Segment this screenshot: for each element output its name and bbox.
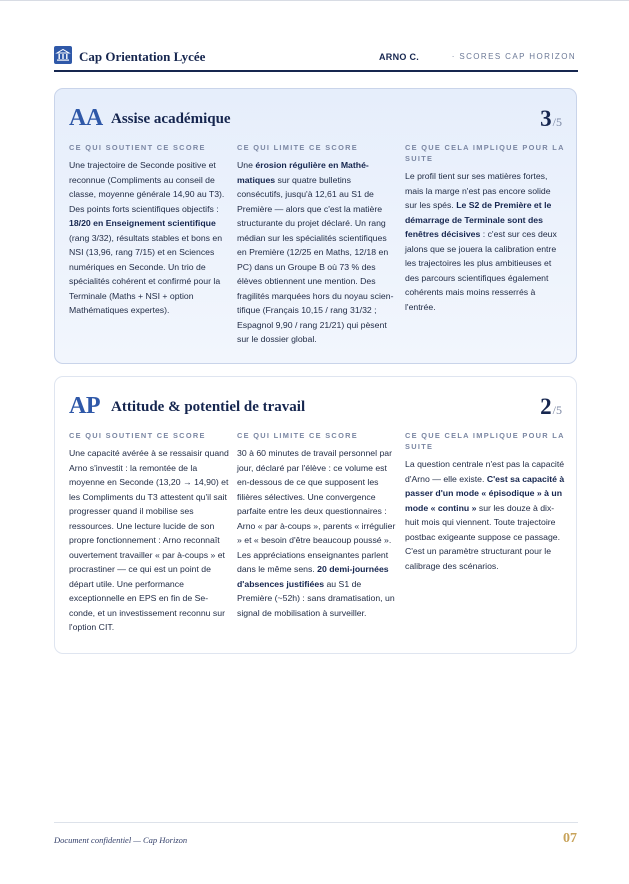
column-text: Une capacité avérée à se ressaisir quand Arno s'investit : la remontée de la moyenne en Seconde (13,20 → 14,90) et les Compliments du T3 attestent qu'il sait progresser quand il mobilise ses ressources. Une lecture lucide de son propre fonctionnement : Arno reconnaît ouvertement travailler « par à-coups » et procrastiner — ce qui est un point de départ utile. Une performance exceptionnelle en EPS en fin de Seconde, et un investissement reconnu sur l'option CIT. — [69, 448, 229, 632]
column-text: Le profil tient sur ses matières fortes, mais la marge n'est pas encore solide sur les spés. Le S2 de Première et le démarrage de Terminale sont des fenêtres décisives : c'est sur ces deux jalons que se jouera la calibration entre les trajectoires les plus ambitieuses et des parcours scientifiques également cohérents mais moins resserrés à l'entrée. — [405, 171, 557, 312]
score-value: 3 — [540, 106, 552, 131]
column-text: La question centrale n'est pas la capacité d'Arno — elle existe. C'est sa capacité à passer d'un mode « épisodique » à un mode « continu » sur les douze à dix-huit mois qui viennent. Toute trajectoire postbac exigeante suppose ce passage. C'est un paramètre structurant pour le calibrage des scénarios. — [405, 459, 565, 571]
column-heading: CE QUI LIMITE CE SCORE — [237, 431, 358, 440]
card-columns — [69, 142, 564, 354]
header-divider — [54, 70, 578, 72]
card-code: AP — [69, 393, 100, 419]
card-code: AA — [69, 105, 103, 131]
column-implications — [405, 430, 565, 573]
score-card-attitude — [54, 376, 577, 654]
card-columns — [69, 430, 564, 642]
column-implications — [405, 142, 565, 314]
column-heading: CE QUE CELA IMPLIQUE POUR LA SUITE — [405, 143, 565, 163]
top-border — [0, 0, 629, 1]
column-text: 30 à 60 minutes de travail personnel par jour, déclaré par l'élève : ce volume est en-dessous de ce que supposent les filières sélectives. Une convergence parfaite entre les deux questionnaires : Arno « par à-coups », parents « irrégulier » et « besoin d'être beaucoup poussé ». Les appréciations enseignantes parlent dans le même sens. 20 demi-journées d'absences justifiées au S1 de Première (~52h) : sans dramatisation, un signal de mobilisation à surveiller. — [237, 448, 396, 618]
column-supports — [69, 142, 229, 318]
card-title: Assise académique — [111, 111, 231, 127]
score-max: /5 — [552, 403, 562, 417]
score-max: /5 — [552, 115, 562, 129]
student-name: ARNO C. — [379, 52, 420, 62]
column-limits — [237, 430, 397, 620]
column-text: Une trajectoire de Seconde positive et reconnue (Compliments au conseil de classe, moyenne générale 14,90 au T3). Des points forts scientifiques objectifs : 18/20 en Enseignement scientifique (rang 3/32), résultats stables et bons en NSI (13,96, rang 7/15) et en Sciences numériques en Seconde. Un trio de spécialités cohérent et confirmé pour la Terminale (Maths + NSI + option Mathématiques expertes). — [69, 160, 225, 315]
card-score — [540, 394, 562, 420]
column-heading: CE QUE CELA IMPLIQUE POUR LA SUITE — [405, 431, 565, 451]
academic-building-icon — [54, 46, 72, 64]
column-heading: CE QUI LIMITE CE SCORE — [237, 143, 358, 152]
column-heading: CE QUI SOUTIENT CE SCORE — [69, 143, 206, 152]
page-header — [54, 46, 578, 72]
column-heading: CE QUI SOUTIENT CE SCORE — [69, 431, 206, 440]
column-limits — [237, 142, 397, 347]
card-title: Attitude & potentiel de travail — [111, 399, 306, 415]
brand-name: Cap Orientation Lycée — [79, 49, 206, 64]
footer-confidential: Document confidentiel — Cap Horizon — [54, 835, 188, 845]
score-value: 2 — [540, 394, 552, 419]
score-card-academic — [54, 88, 577, 364]
column-text: Une érosion régulière en Mathématiques sur quatre bulletins consécutifs, jusqu'à 12,61 au S1 de Première — alors que c'est la matière structurante du projet déclaré. Un rang médian sur les spécialités scientifiques en Première (12/25 en Maths, 12/18 en PC) dans un Groupe B où 73 % des élèves obtiennent une mention. Des fragilités marquées hors du noyau scientifique (Français 10,15 / rang 31/32 ; Espagnol 9,90 / rang 21/21) qui pèsent sur le dossier global. — [237, 160, 394, 344]
header-tagline: · SCORES CAP HORIZON — [451, 52, 576, 61]
page-number: 07 — [563, 831, 577, 846]
footer-divider — [54, 822, 578, 823]
card-score — [540, 106, 562, 132]
column-supports — [69, 430, 229, 635]
